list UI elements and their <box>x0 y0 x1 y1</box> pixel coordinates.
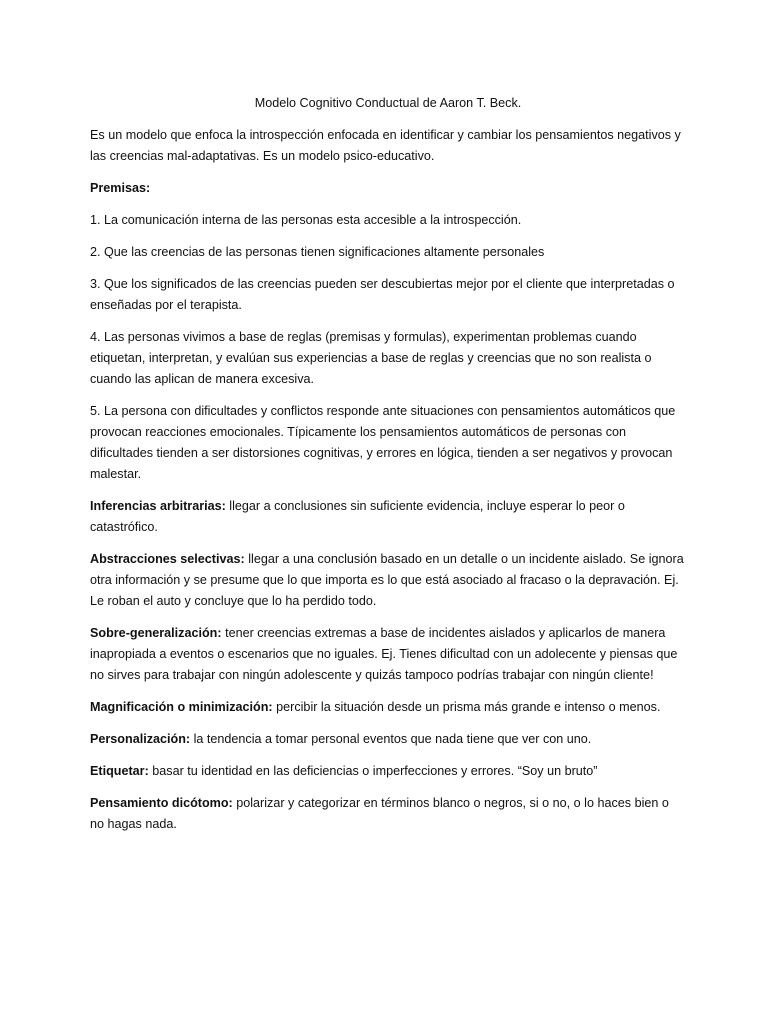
premisas-heading: Premisas: <box>90 181 151 195</box>
distortion-paragraph <box>90 729 686 750</box>
premise-item: 1. La comunicación interna de las personas esta accesible a la introspección. <box>90 213 522 227</box>
distortion-definition: basar tu identidad en las deficiencias o imperfecciones y errores. “Soy un bruto” <box>148 764 598 778</box>
premise-item: 3. Que los significados de las creencias pueden ser descubiertas mejor por el cliente que interpretadas o enseñadas por el terapista. <box>90 277 675 312</box>
distortion-term: Etiquetar: <box>90 764 149 778</box>
document-title: Modelo Cognitivo Conductual de Aaron T. Beck. <box>254 96 522 110</box>
distortion-term: Personalización: <box>90 732 191 746</box>
distortion-definition: polarizar y categorizar en términos blanco o negros, si o no, o lo haces bien o no hagas nada. <box>90 796 669 831</box>
premise-item: 5. La persona con dificultades y conflictos responde ante situaciones con pensamientos automáticos que provocan reacciones emocionales. Típicamente los pensamientos automáticos de personas con dificultades tienden a ser distorsiones cognitivas, y errores en lógica, tienden a ser negativos y provocan malestar. <box>90 404 676 481</box>
distortion-paragraph <box>90 793 686 835</box>
distortion-definition: llegar a una conclusión basado en un detalle o un incidente aislado. Se ignora otra información y se presume que lo que importa es lo que está asociado al fracaso o la depravación. Ej. Le roban el auto y concluye que lo ha perdido todo. <box>90 552 684 608</box>
distortion-term: Magnificación o minimización: <box>90 700 273 714</box>
document-page <box>90 93 686 846</box>
distortion-definition: la tendencia a tomar personal eventos que nada tiene que ver con uno. <box>190 732 592 746</box>
distortion-paragraph <box>90 623 686 686</box>
distortion-definition: llegar a conclusiones sin suficiente evidencia, incluye esperar lo peor o catastrófico. <box>90 499 625 534</box>
distortion-definition: tener creencias extremas a base de incidentes aislados y aplicarlos de manera inapropiada a eventos o escenarios que no iguales. Ej. Tienes dificultad con un adolecente y piensas que no sirves para trabajar con ningún adolescente y quizás tampoco podrías trabajar con ningún cliente! <box>90 626 678 682</box>
distortion-term: Abstracciones selectivas: <box>90 552 245 566</box>
distortion-term: Sobre-generalización: <box>90 626 222 640</box>
distortion-term: Inferencias arbitrarias: <box>90 499 226 513</box>
distortion-paragraph <box>90 761 686 782</box>
distortion-definition: percibir la situación desde un prisma más grande e intenso o menos. <box>272 700 661 714</box>
distortion-paragraph <box>90 496 686 538</box>
premise-item: 4. Las personas vivimos a base de reglas (premisas y formulas), experimentan problemas cuando etiquetan, interpretan, y evalúan sus experiencias a base de reglas y creencias que no son realista o cuando las aplican de manera excesiva. <box>90 330 652 386</box>
distortion-paragraph <box>90 697 686 718</box>
distortion-term: Pensamiento dicótomo: <box>90 796 233 810</box>
intro-paragraph: Es un modelo que enfoca la introspección enfocada en identificar y cambiar los pensamientos negativos y las creencias mal-adaptativas. Es un modelo psico-educativo. <box>90 128 681 163</box>
distortion-paragraph <box>90 549 686 612</box>
premise-item: 2. Que las creencias de las personas tienen significaciones altamente personales <box>90 245 545 259</box>
